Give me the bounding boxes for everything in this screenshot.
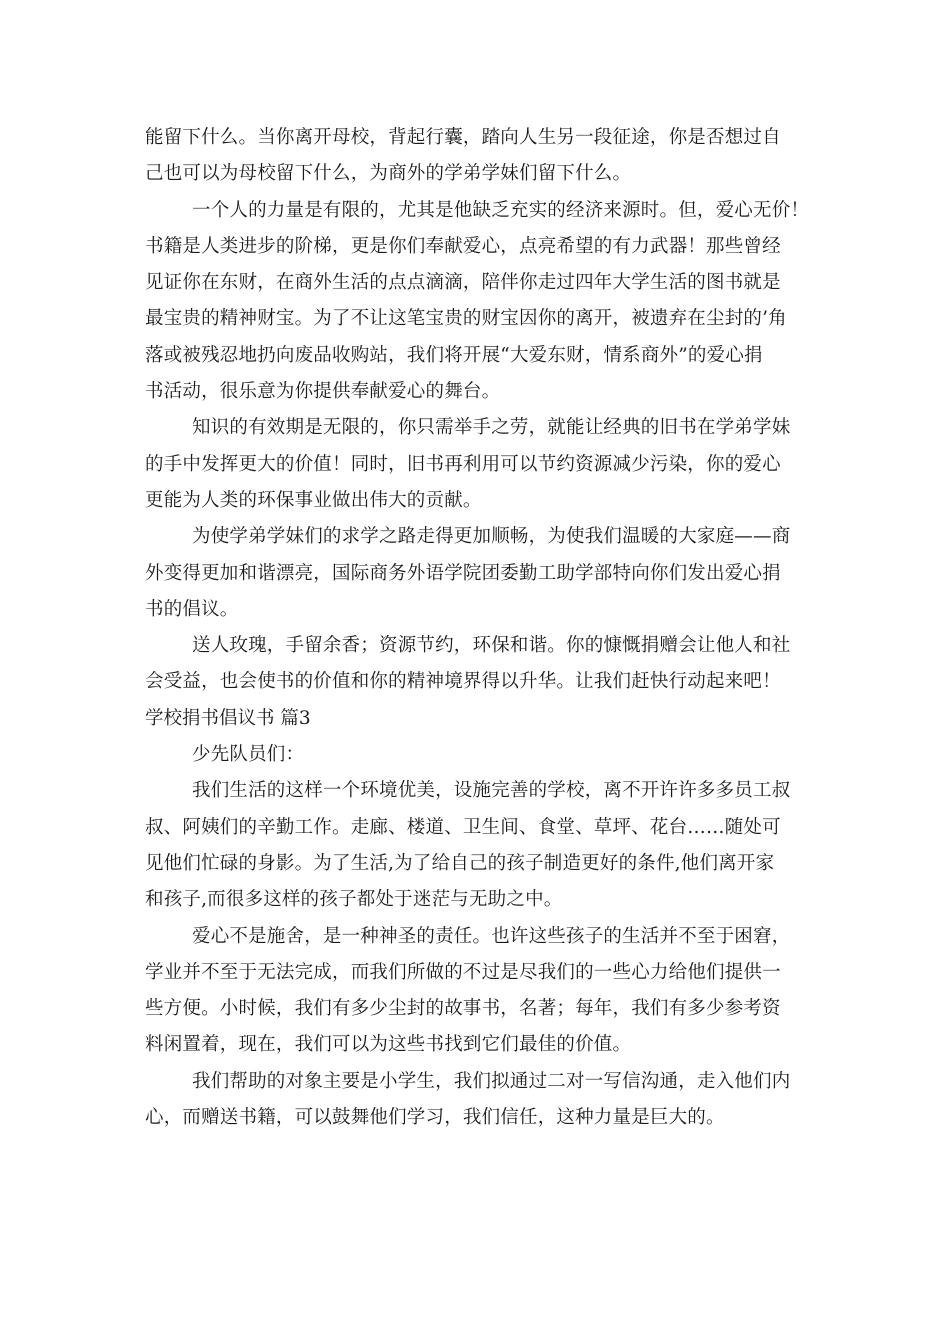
text-line: 知识的有效期是无限的，你只需举手之劳，就能让经典的旧书在学弟学妹 [192,417,791,439]
text-line: 书籍是人类进步的阶梯，更是你们奉献爱心，点亮希望的有力武器！那些曾经 [145,235,781,257]
document-page [145,120,810,1136]
text-line: 我们帮助的对象主要是小学生，我们拟通过二对一写信沟通，走入他们内 [192,1070,791,1092]
text-line: 学业并不至于无法完成，而我们所做的不过是尽我们的一些心力给他们提供一 [145,961,781,983]
text-line: 心，而赠送书籍，可以鼓舞他们学习，我们信任，这种力量是巨大的。 [145,1107,725,1129]
text-line: 会受益，也会使书的价值和你的精神境界得以升华。让我们赶快行动起来吧！ [145,671,781,693]
text-line: 和孩子,而很多这样的孩子都处于迷茫与无助之中。 [145,889,563,911]
text-line: 一个人的力量是有限的，尤其是他缺乏充实的经济来源时。但，爱心无价！ [192,199,810,221]
section-heading: 学校捐书倡议书 篇3 [145,707,311,729]
text-line: 送人玫瑰，手留余香；资源节约，环保和谐。你的慷慨捐赠会让他人和社 [192,635,791,657]
text-line: 少先队员们： [192,744,305,766]
text-line: 我们生活的这样一个环境优美，设施完善的学校，离不开许许多多员工叔 [192,780,791,802]
text-line: 叔、阿姨们的辛勤工作。走廊、楼道、卫生间、食堂、草坪、花台……随处可 [145,816,781,838]
text-line: 料闲置着，现在，我们可以为这些书找到它们最佳的价值。 [145,1034,632,1056]
text-line: 能留下什么。当你离开母校，背起行囊，踏向人生另一段征途，你是否想过自 [145,127,781,148]
text-line: 见他们忙碌的身影。为了生活,为了给自己的孩子制造更好的条件,他们离开家 [145,852,775,874]
text-line: 最宝贵的精神财宝。为了不让这笔宝贵的财宝因你的离开，被遗弃在尘封的’角 [145,308,787,330]
text-line: 己也可以为母校留下什么，为商外的学弟学妹们留下什么。 [145,163,632,185]
text-line: 落或被残忍地扔向废品收购站，我们将开展“大爱东财，情系商外”的爱心捐 [145,344,763,366]
text-line: 为使学弟学妹们的求学之路走得更加顺畅，为使我们温暖的大家庭——商 [192,526,791,548]
text-line: 的手中发挥更大的价值！同时，旧书再利用可以节约资源减少污染，你的爱心 [145,453,781,475]
text-line: 更能为人类的环保事业做出伟大的贡献。 [145,489,482,511]
text-line: 些方便。小时候，我们有多少尘封的故事书，名著；每年，我们有多少参考资 [145,998,781,1020]
text-line: 外变得更加和谐漂亮，国际商务外语学院团委勤工助学部特向你们发出爱心捐 [145,562,781,584]
text-line: 爱心不是施舍，是一种神圣的责任。也许这些孩子的生活并不至于困窘， [192,925,791,947]
text-line: 书的倡议。 [145,598,239,620]
text-line: 书活动，很乐意为你提供奉献爱心的舞台。 [145,381,501,403]
text-line: 见证你在东财，在商外生活的点点滴滴，陪伴你走过四年大学生活的图书就是 [145,272,781,294]
